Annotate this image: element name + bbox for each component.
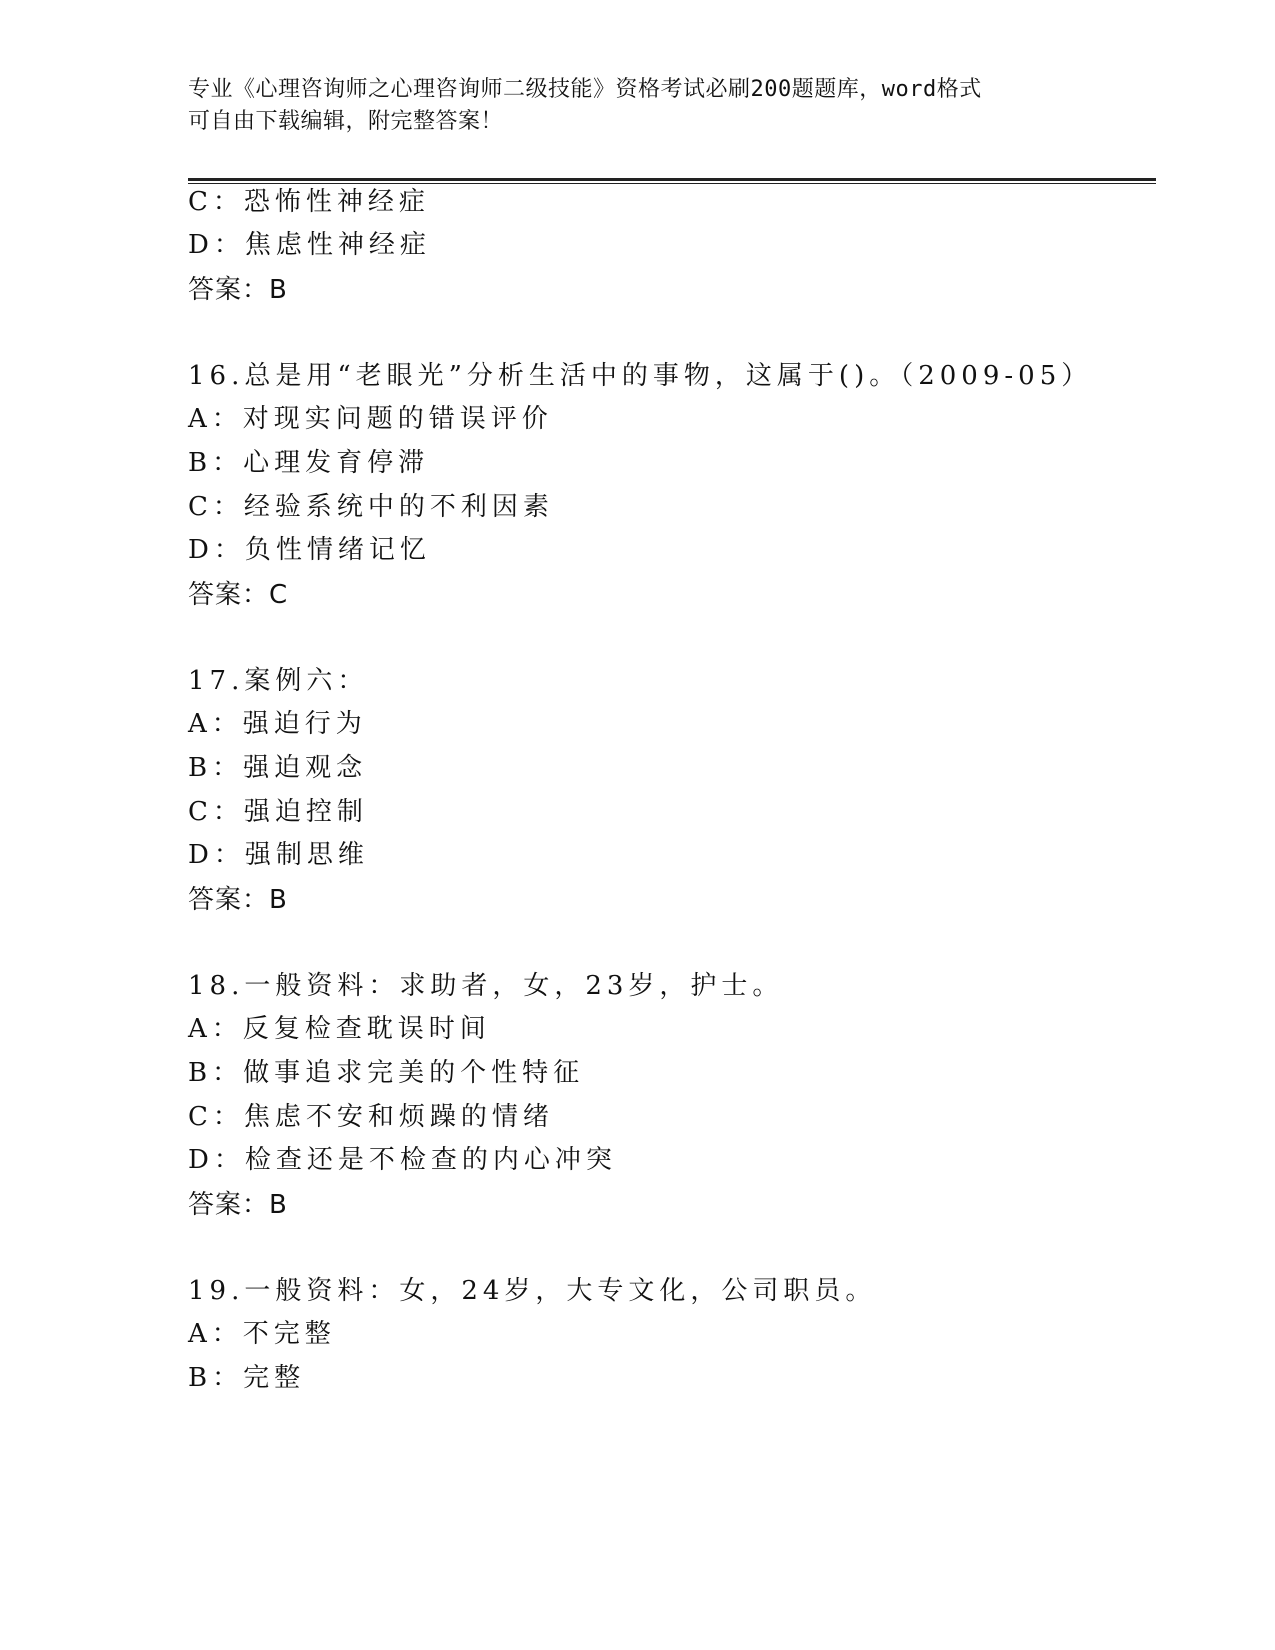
option-b-q16: B：心理发育停滞 — [188, 448, 430, 478]
option-c-q16: C：经验系统中的不利因素 — [188, 492, 554, 522]
question-16: 16.总是用“老眼光”分析生活中的事物，这属于()。（2009-05） — [188, 361, 1093, 391]
header-line-2: 可自由下载编辑，附完整答案！ — [188, 109, 504, 134]
answer-q18: 答案：B — [188, 1190, 288, 1220]
page-header — [188, 74, 1088, 138]
option-a-q17: A：强迫行为 — [188, 709, 367, 739]
option-d-q16: D：负性情绪记忆 — [188, 535, 431, 565]
option-c-q17: C：强迫控制 — [188, 797, 368, 827]
option-b-q17: B：强迫观念 — [188, 753, 368, 783]
answer-q15: 答案：B — [188, 275, 288, 305]
header-divider-thick — [188, 178, 1156, 181]
question-17: 17.案例六： — [188, 666, 369, 696]
question-19: 19.一般资料：女，24岁，大专文化，公司职员。 — [188, 1276, 877, 1306]
option-d-q18: D：检查还是不检查的内心冲突 — [188, 1145, 617, 1175]
answer-q17: 答案：B — [188, 885, 288, 915]
option-a-q19: A：不完整 — [188, 1319, 336, 1349]
header-line-1: 专业《心理咨询师之心理咨询师二级技能》资格考试必刷200题题库，word格式 — [188, 77, 982, 102]
option-a-q16: A：对现实问题的错误评价 — [188, 404, 553, 434]
option-b-q19: B：完整 — [188, 1363, 306, 1393]
answer-q16: 答案：C — [188, 580, 289, 610]
option-c-q15: C：恐怖性神经症 — [188, 187, 430, 217]
header-divider-thin — [188, 183, 1156, 184]
option-d-q17: D：强制思维 — [188, 840, 369, 870]
option-c-q18: C：焦虑不安和烦躁的情绪 — [188, 1102, 554, 1132]
option-a-q18: A：反复检查耽误时间 — [188, 1014, 491, 1044]
question-18: 18.一般资料：求助者，女，23岁，护士。 — [188, 971, 784, 1001]
option-d-q15: D：焦虑性神经症 — [188, 230, 431, 260]
option-b-q18: B：做事追求完美的个性特征 — [188, 1058, 585, 1088]
